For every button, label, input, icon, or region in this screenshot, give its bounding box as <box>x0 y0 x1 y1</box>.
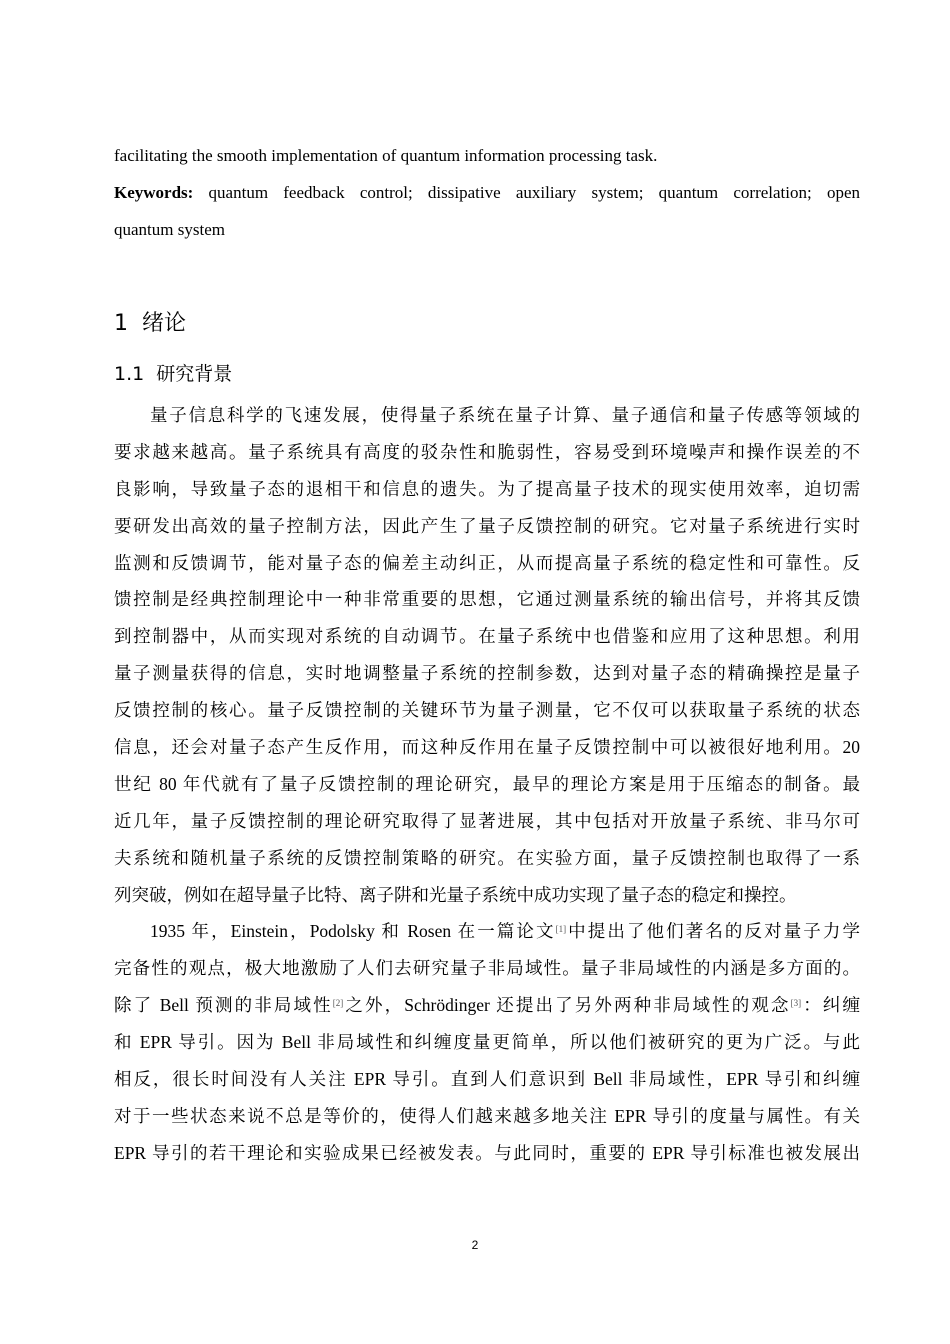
para1-line: 信息，还会对量子态产生反作用，而这种反作用在量子反馈控制中可以被很好地利用。20 <box>114 737 860 758</box>
keywords-text: quantum feedback control; dissipative auxiliary system; quantum correlation; open <box>193 183 860 202</box>
para2-line <box>114 913 860 950</box>
para1-line: 列突破，例如在超导量子比特、离子阱和光量子系统中成功实现了量子态的稳定和操控。 <box>114 884 797 905</box>
citation-ref[interactable]: [2] <box>332 998 344 1009</box>
section-number: 1.1 <box>114 363 145 385</box>
keywords-line <box>114 174 860 211</box>
para2-line: 完备性的观点，极大地激励了人们去研究量子非局域性。量子非局域性的内涵是多方面的。 <box>114 958 860 979</box>
section-title: 研究背景 <box>156 363 233 385</box>
chapter-heading <box>114 306 186 342</box>
chapter-number: 1 <box>114 311 128 336</box>
para2-line <box>114 987 860 1024</box>
para1-line: 世纪 80 年代就有了量子反馈控制的理论研究，最早的理论方案是用于压缩态的制备。最 <box>114 773 860 794</box>
para1-line: 要研发出高效的量子控制方法，因此产生了量子反馈控制的研究。它对量子系统进行实时 <box>114 515 860 536</box>
para2-text: 1935 年，Einstein，Podolsky 和 Rosen 在一篇论文 <box>150 921 556 942</box>
citation-ref[interactable]: [3] <box>790 998 802 1009</box>
body-text <box>114 397 860 1172</box>
para1-line: 量子测量获得的信息，实时地调整量子系统的控制参数，达到对量子态的精确操控是量子 <box>114 663 860 684</box>
para2-line: 对于一些状态来说不总是等价的，使得人们越来越多地关注 EPR 导引的度量与属性。有关 <box>114 1105 860 1126</box>
para2-text: 之外，Schrödinger 还提出了另外两种非局域性的观念 <box>343 995 791 1016</box>
para1-line: 夫系统和随机量子系统的反馈控制策略的研究。在实验方面，量子反馈控制也取得了一系 <box>114 847 860 868</box>
para2-line: EPR 导引的若干理论和实验成果已经被发表。与此同时，重要的 EPR 导引标准也被发展出 <box>114 1142 860 1163</box>
para1-line: 馈控制是经典控制理论中一种非常重要的思想，它通过测量系统的输出信号，并将其反馈 <box>114 589 860 610</box>
para2-line: 相反，很长时间没有人关注 EPR 导引。直到人们意识到 Bell 非局域性，EPR 导引和纠缠 <box>114 1069 860 1090</box>
para1-line: 反馈控制的核心。量子反馈控制的关键环节为量子测量，它不仅可以获取量子系统的状态 <box>114 700 860 721</box>
keywords-line-2: quantum system <box>114 220 225 239</box>
para2-text: 中提出了他们著名的反对量子力学 <box>566 921 860 942</box>
para2-line: 和 EPR 导引。因为 Bell 非局域性和纠缠度量更简单，所以他们被研究的更为广泛。与此 <box>114 1032 860 1053</box>
para1-line: 良影响，导致量子态的退相干和信息的遗失。为了提高量子技术的现实使用效率，迫切需 <box>114 478 860 499</box>
para1-line: 监测和反馈调节，能对量子态的偏差主动纠正，从而提高量子系统的稳定性和可靠性。反 <box>114 552 860 573</box>
para1-line: 量子信息科学的飞速发展，使得量子系统在量子计算、量子通信和量子传感等领域的 <box>150 405 860 425</box>
abstract-tail: facilitating the smooth implementation of quantum information processing task. <box>114 146 658 165</box>
para1-line: 到控制器中，从而实现对系统的自动调节。在量子系统中也借鉴和应用了这种思想。利用 <box>114 626 860 647</box>
section-heading <box>114 358 232 390</box>
para2-text: ：纠缠 <box>801 995 860 1016</box>
chapter-title: 绪论 <box>142 311 187 336</box>
para1-line: 近几年，量子反馈控制的理论研究取得了显著进展，其中包括对开放量子系统、非马尔可 <box>114 810 860 831</box>
page-number: 2 <box>471 1238 479 1252</box>
keywords-label: Keywords: <box>114 183 194 202</box>
para1-line: 要求越来越高。量子系统具有高度的驳杂性和脆弱性，容易受到环境噪声和操作误差的不 <box>114 441 860 462</box>
para2-text: 除了 Bell 预测的非局域性 <box>114 995 333 1016</box>
citation-ref[interactable]: [1] <box>555 924 567 935</box>
